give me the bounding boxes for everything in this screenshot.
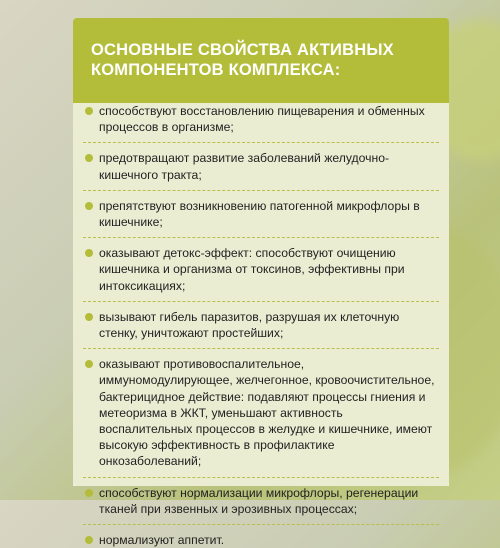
list-item-text: оказывают детокс-эффект: способствуют очищению кишечника и организма от токсинов, эффективны при интоксикациях; [99,246,405,293]
list-item [73,103,449,135]
list-item [73,150,449,182]
list-item [73,198,449,230]
list-item [73,356,449,469]
list-item [73,485,449,517]
list-item-text: предотвращают развитие заболеваний желудочно-кишечного тракта; [99,151,390,182]
bullet-icon [85,107,93,115]
bullet-icon [85,154,93,162]
bullet-icon [85,249,93,257]
list-item [73,309,449,341]
properties-list [73,103,449,548]
panel-title-line: КОМПОНЕНТОВ КОМПЛЕКСА: [91,61,341,79]
bullet-icon [85,313,93,321]
bullet-icon [85,536,93,544]
panel-title-line: ОСНОВНЫЕ СВОЙСТВА АКТИВНЫХ [91,41,394,59]
list-item-text: препятствуют возникновению патогенной микрофлоры в кишечнике; [99,198,420,230]
list-item-text: оказывают противовоспалительное, иммуномодулирующее, желчегонное, кровоочистительное, бактерицидное действие: подавляют процессы гниения и метеоризма в ЖКТ, уменьшают активность воспалительных процессов в желудке и кишечнике, имеют высокую эффективность в профилактике онкозаболеваний; [99,357,435,469]
list-item-text: способствуют восстановлению пищеварения и обменных процессов в организме; [99,104,425,135]
bullet-icon [85,360,93,368]
bullet-icon [85,202,93,210]
bullet-icon [85,489,93,497]
list-item-text: нормализуют аппетит. [99,533,225,548]
list-item [73,245,449,294]
list-item-text: способствуют нормализации микрофлоры, регенерации тканей при язвенных и эрозивных процессах; [99,485,419,516]
list-item-text: вызывают гибель паразитов, разрушая их клеточную стенку, уничтожают простейших; [99,309,400,341]
panel-title [91,40,441,80]
list-item [73,532,449,548]
